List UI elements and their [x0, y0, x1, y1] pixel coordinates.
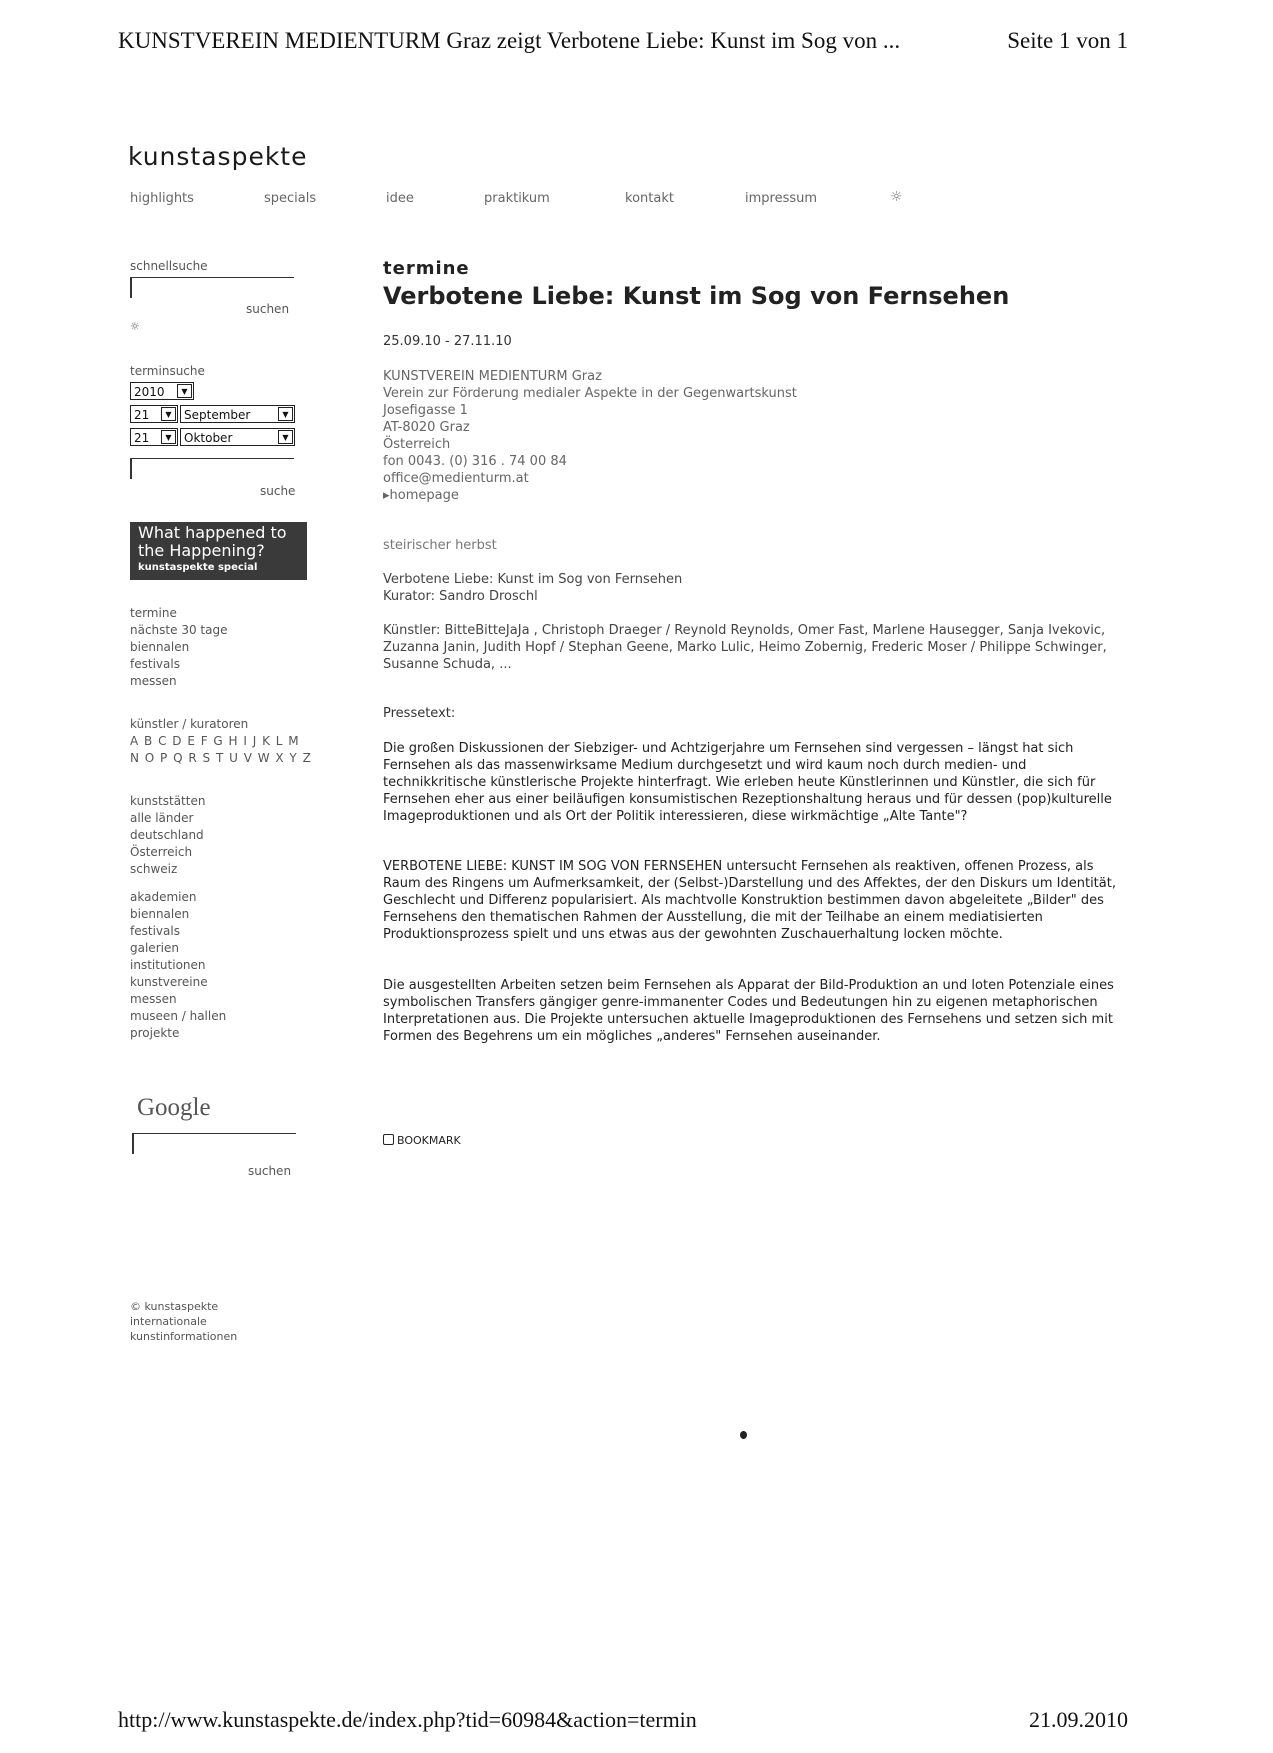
exhibition-block: [383, 571, 682, 605]
exhibition-title: Verbotene Liebe: Kunst im Sog von Fernsehen: [383, 572, 683, 587]
bookmark-label: BOOKMARK: [397, 1134, 461, 1147]
rss-small-icon[interactable]: ☼: [130, 320, 140, 333]
from-day-value: 21: [134, 408, 150, 422]
homepage-label: homepage: [389, 488, 459, 503]
link-biennalen[interactable]: biennalen: [130, 640, 190, 654]
venue-phone: fon 0043. (0) 316 . 74 00 84: [383, 454, 567, 469]
link-biennalen-cat[interactable]: biennalen: [130, 907, 190, 921]
artists-label: Künstler:: [383, 623, 441, 638]
print-title: KUNSTVEREIN MEDIENTURM Graz zeigt Verbotene Liebe: Kunst im Sog von ...: [118, 28, 901, 53]
rss-icon[interactable]: ☼: [890, 189, 903, 205]
nav-idee[interactable]: idee: [386, 191, 414, 206]
from-month-value: September: [184, 408, 251, 422]
nav-kontakt[interactable]: kontakt: [625, 191, 674, 206]
link-messen-cat[interactable]: messen: [130, 992, 177, 1006]
homepage-link[interactable]: [383, 487, 797, 504]
event-dates: 25.09.10 - 27.11.10: [383, 334, 512, 349]
press-paragraph-3: Die ausgestellten Arbeiten setzen beim Fernsehen als Apparat der Bild-Produktion an und loten Potenziale eines symbolischen Transfers gängiger genre-immanenter Codes und Bedeutungen hin zu eigenen metaphorischen Interpretationen aus. Die Projekte untersuchen aktuelle Imageproduktionen des Fernsehens und setzen sich mit Formen des Begehrens um ein mögliches „anderes" Fernsehen auseinander.: [383, 978, 1114, 1044]
venue-city: AT-8020 Graz: [383, 420, 470, 435]
to-day-value: 21: [134, 431, 150, 445]
link-museen-hallen[interactable]: museen / hallen: [130, 1009, 227, 1023]
link-alle-laender[interactable]: alle länder: [130, 811, 194, 825]
special-banner[interactable]: [130, 522, 307, 580]
print-page-number: Seite 1 von 1: [1007, 28, 1128, 53]
chevron-down-icon: ▼: [278, 430, 293, 444]
artists-label: künstler / kuratoren: [130, 717, 249, 731]
link-termine[interactable]: termine: [130, 606, 177, 620]
to-month-value: Oktober: [184, 431, 233, 445]
link-galerien[interactable]: galerien: [130, 941, 179, 955]
bookmark-button[interactable]: [383, 1134, 461, 1147]
from-day-select[interactable]: [130, 405, 178, 423]
banner-line2: the Happening?: [138, 541, 265, 560]
site-logo[interactable]: kunstaspekte: [128, 142, 308, 171]
link-schweiz[interactable]: schweiz: [130, 862, 178, 876]
nav-impressum[interactable]: impressum: [745, 191, 818, 206]
artists-block: [383, 622, 1128, 673]
to-month-select[interactable]: [180, 428, 295, 446]
nav-praktikum[interactable]: praktikum: [484, 191, 550, 206]
link-oesterreich[interactable]: Österreich: [130, 845, 193, 859]
press-label: Pressetext:: [383, 706, 456, 721]
quick-search-button[interactable]: suchen: [246, 302, 290, 316]
letters-row-2[interactable]: N O P Q R S T U V W X Y Z: [130, 751, 312, 765]
link-institutionen[interactable]: institutionen: [130, 958, 206, 972]
print-date: 21.09.2010: [1029, 1707, 1128, 1732]
page-title: Verbotene Liebe: Kunst im Sog von Fernsehen: [383, 282, 1010, 310]
link-akademien[interactable]: akademien: [130, 890, 197, 904]
link-festivals-cat[interactable]: festivals: [130, 924, 180, 938]
banner-line1: What happened to: [138, 523, 287, 542]
press-paragraph-2: VERBOTENE LIEBE: KUNST IM SOG VON FERNSEHEN untersucht Fernsehen als reaktiven, offenen Prozess, als Raum des Ringens um Aufmerksamkeit, der (Selbst-)Darstellung und des Affektes, der den Diskurs um Identität, Geschlecht und Differenz popularisiert. Als machtvolle Konstruktion bestimmen davon abgeleitete „Bilder" des Fernsehens den thematischen Rahmen der Ausstellung, die mit der Teilhabe an einem mediatisierten Produktionsprozess spielt und uns etwas aus der gewohnten Zuschauerhaltung locken möchte.: [383, 859, 1116, 942]
link-projekte[interactable]: projekte: [130, 1026, 180, 1040]
date-search-input[interactable]: [130, 458, 294, 479]
copyright-line-2: internationale: [130, 1315, 207, 1328]
chevron-down-icon: ▼: [161, 407, 176, 421]
arrow-right-icon: ▸: [383, 488, 390, 503]
venue-block: [383, 368, 797, 504]
chevron-down-icon: ▼: [278, 407, 293, 421]
link-naechste-30-tage[interactable]: nächste 30 tage: [130, 623, 228, 637]
google-logo: Google: [137, 1094, 211, 1121]
from-month-select[interactable]: [180, 405, 295, 423]
link-kunststaetten[interactable]: kunststätten: [130, 794, 206, 808]
scan-dot: [740, 1431, 747, 1439]
press-paragraph-1: Die großen Diskussionen der Siebziger- und Achtzigerjahre um Fernsehen sind vergessen – längst hat sich Fernsehen als das massenwirksame Medium durchgesetzt und wird kaum noch durch medien- und technikkritische künstlerische Projekte hinterfragt. Wie erleben heute Künstlerinnen und Künstler, die sich für Fernsehen eher aus einer beiläufigen konsumistischen Rezeptionshaltung heraus und für dessen (pop)kulturelle Imageproduktionen und als Ort der Politik interessieren, diese wirkmächtige „Alte Tante"?: [383, 741, 1112, 824]
venue-country: Österreich: [383, 437, 451, 452]
date-search-button[interactable]: suche: [260, 484, 296, 498]
print-url: http://www.kunstaspekte.de/index.php?tid=60984&action=termin: [118, 1707, 697, 1732]
artists-list: BitteBitteJaJa , Christoph Draeger / Reynold Reynolds, Omer Fast, Marlene Hausegger, Sanja Ivekovic, Zuzanna Janin, Judith Hopf / Stephan Geene, Marko Lulic, Heimo Zobernig, Frederic Moser / Philippe Schwinger, Susanne Schuda, ...: [383, 623, 1107, 672]
venue-name: KUNSTVEREIN MEDIENTURM Graz: [383, 369, 602, 384]
link-kunstvereine[interactable]: kunstvereine: [130, 975, 208, 989]
date-search-label: terminsuche: [130, 364, 205, 378]
year-select[interactable]: [130, 382, 194, 400]
nav-specials[interactable]: specials: [264, 191, 317, 206]
to-day-select[interactable]: [130, 428, 178, 446]
link-messen[interactable]: messen: [130, 674, 177, 688]
quick-search-input[interactable]: [130, 277, 294, 298]
link-deutschland[interactable]: deutschland: [130, 828, 204, 842]
quick-search-label: schnellsuche: [130, 259, 208, 273]
top-nav: [130, 191, 930, 209]
venue-subtitle: Verein zur Förderung medialer Aspekte in der Gegenwartskunst: [383, 386, 797, 401]
google-search-input[interactable]: [132, 1133, 296, 1154]
bookmark-icon: [383, 1134, 394, 1145]
banner-line3: kunstaspekte special: [138, 562, 258, 573]
letters-row-1[interactable]: A B C D E F G H I J K L M: [130, 734, 300, 748]
year-value: 2010: [134, 385, 165, 399]
curator: Kurator: Sandro Droschl: [383, 589, 538, 604]
venue-email[interactable]: office@medienturm.at: [383, 471, 529, 486]
copyright-line-1: © kunstaspekte: [130, 1300, 219, 1313]
venue-street: Josefigasse 1: [383, 403, 468, 418]
section-title: termine: [383, 258, 470, 279]
chevron-down-icon: ▼: [161, 430, 176, 444]
nav-highlights[interactable]: highlights: [130, 191, 194, 206]
link-festivals[interactable]: festivals: [130, 657, 180, 671]
google-search-button[interactable]: suchen: [248, 1164, 292, 1178]
chevron-down-icon: ▼: [177, 384, 192, 398]
copyright-line-3: kunstinformationen: [130, 1330, 238, 1343]
event-tag[interactable]: steirischer herbst: [383, 538, 497, 553]
